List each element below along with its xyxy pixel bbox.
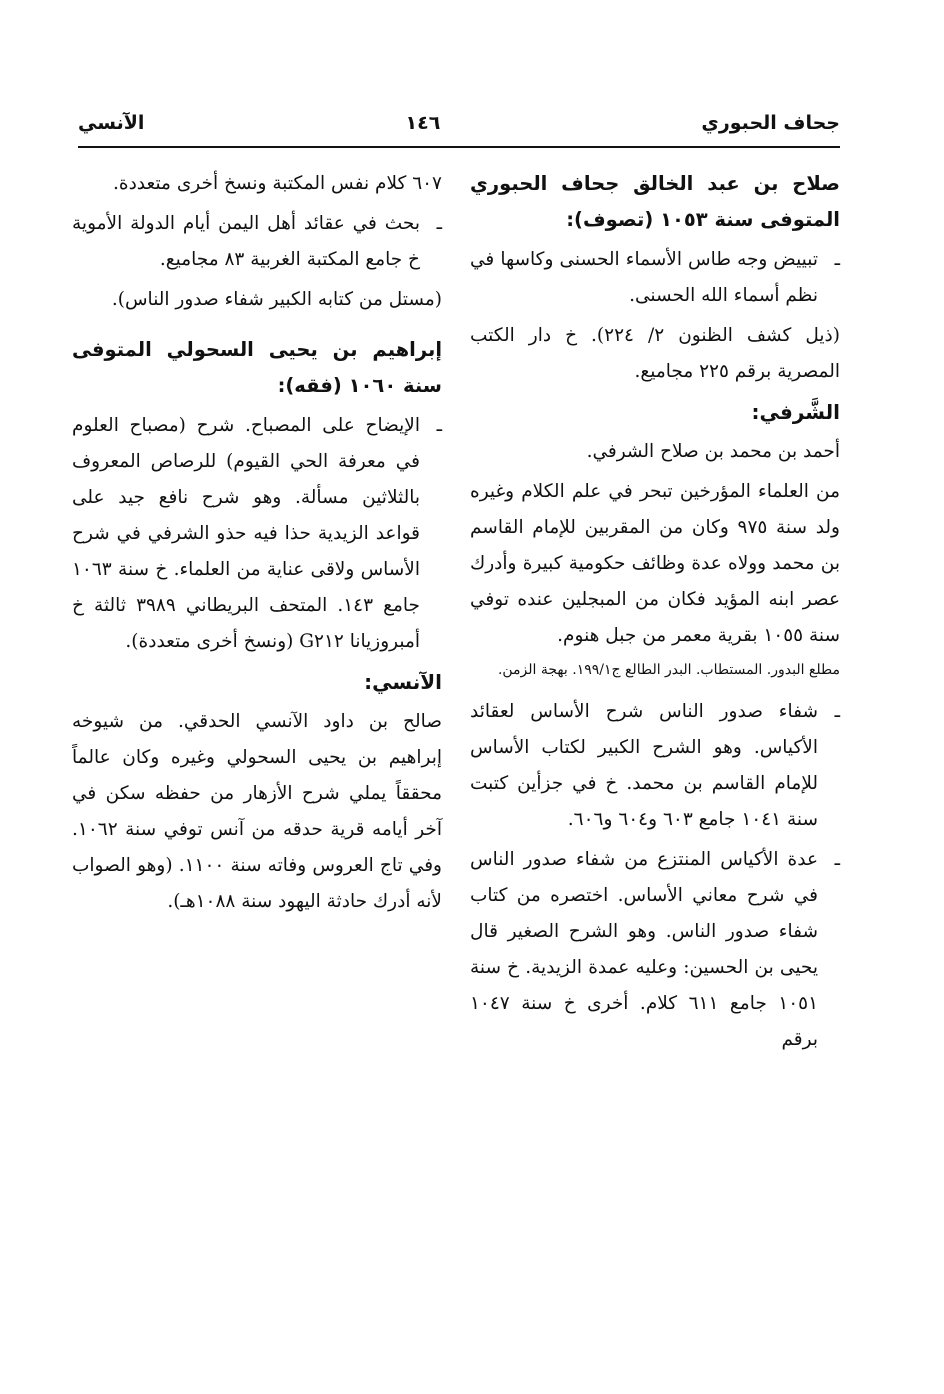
entry-heading-ibrahim: إبراهيم بن يحيى السحولي المتوفى سنة ١٠٦٠ (فقه): <box>72 338 442 397</box>
continuation-text: ٦٠٧ كلام نفس المكتبة ونسخ أخرى متعددة. <box>113 173 442 194</box>
right-column <box>470 166 840 1062</box>
sources-note: مطلع البدور. المستطاب. البدر الطالع ج١٩٩/١. بهجة الزمن. <box>497 662 840 678</box>
bullet-dash: ـ <box>436 415 442 436</box>
list-item <box>470 694 840 838</box>
header-rule <box>78 146 840 148</box>
item-note: (مستل من كتابه الكبير شفاء صدور الناس). <box>111 289 442 310</box>
entry-heading-salah: صلاح بن عبد الخالق جحاف الحبوري المتوفى سنة ١٠٥٣ (تصوف): <box>470 172 840 231</box>
header-title-left: الآنسي <box>78 112 145 134</box>
item-text: بحث في عقائد أهل اليمن أيام الدولة الأموية خ جامع المكتبة الغربية ٨٣ مجاميع. <box>72 213 420 270</box>
bullet-dash: ـ <box>834 849 840 870</box>
bullet-dash: ـ <box>834 701 840 722</box>
section-heading-anisi: الآنسي: <box>364 670 442 694</box>
bullet-dash: ـ <box>436 213 442 234</box>
list-item <box>470 842 840 1058</box>
spacer <box>72 322 442 332</box>
list-item <box>470 242 840 314</box>
author-name: أحمد بن محمد بن صلاح الشرفي. <box>586 441 840 462</box>
section-heading-sharafi: الشَّرفي: <box>751 400 840 424</box>
author-biography: من العلماء المؤرخين تبحر في علم الكلام وغيره ولد سنة ٩٧٥ وكان من المقربين للإمام القاسم بن محمد وولاه عدة وظائف حكومية كبيرة وأدرك عصر ابنه المؤيد فكان من المبجلين عنده توفي سنة ١٠٥٥ بقرية معمر من جبل هنوم. <box>470 481 840 646</box>
left-column <box>72 166 442 924</box>
bullet-dash: ـ <box>834 249 840 270</box>
item-reference: (ذيل كشف الظنون ٢/ ٢٢٤). خ دار الكتب المصرية برقم ٢٢٥ مجاميع. <box>470 325 840 382</box>
list-item <box>72 408 442 660</box>
author-biography: صالح بن داود الآنسي الحدقي. من شيوخه إبراهيم بن يحيى السحولي وغيره وكان عالماً محققاً يملي شرح الأزهار من حفظه سكن في آخر أيامه قرية حدقه من آنس توفي سنة ١٠٦٢. وفي تاج العروس وفاته سنة ١١٠٠. (وهو الصواب لأنه أدرك حادثة اليهود سنة ١٠٨٨هـ). <box>72 711 442 912</box>
item-text: عدة الأكياس المنتزع من شفاء صدور الناس في شرح معاني الأساس. اختصره من كتاب شفاء صدور الناس. وهو الشرح الصغير قال يحيى بن الحسين: وعليه عمدة الزيدية. خ سنة ١٠٥١ جامع ٦١١ كلام. أخرى خ سنة ١٠٤٧ برقم <box>470 849 819 1050</box>
item-text: تبييض وجه طاس الأسماء الحسنى وكاسها في نظم أسماء الله الحسنى. <box>470 249 818 306</box>
header-title-right: جحاف الحبوري <box>701 112 840 134</box>
list-item <box>72 206 442 278</box>
item-text: الإيضاح على المصباح. شرح (مصباح العلوم في معرفة الحي القيوم) للرصاص المعروف بالثلاثين مسألة. وهو شرح نافع جيد على قواعد الزيدية حذا فيه حذو الشرفي في شرح الأساس ولاقى عناية من العلماء. خ سنة ١٠٦٣ جامع ١٤٣. المتحف البريطاني ٣٩٨٩ ثالثة خ أمبروزيانا G٢١٢ (ونسخ أخرى متعددة). <box>72 415 420 652</box>
page-number: ١٤٦ <box>405 112 441 134</box>
item-text: شفاء صدور الناس شرح الأساس لعقائد الأكياس. وهو الشرح الكبير لكتاب الأساس للإمام القاسم بن محمد. خ في جزأين كتبت سنة ١٠٤١ جامع ٦٠٣ و٦٠٤ و٦٠٦. <box>470 701 818 830</box>
running-header <box>78 106 840 140</box>
